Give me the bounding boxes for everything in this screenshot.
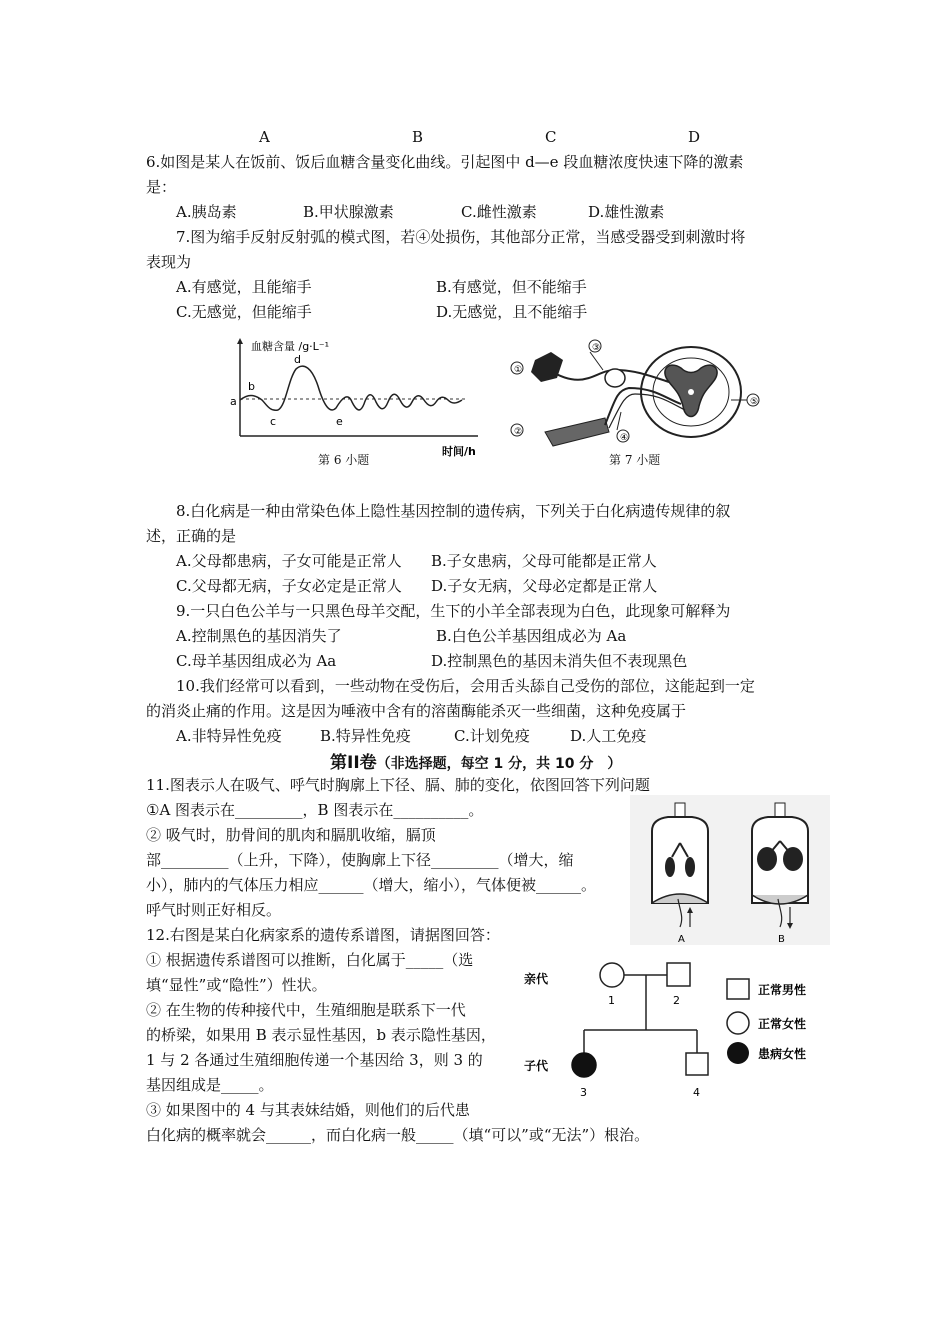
- point-d-label: d: [294, 353, 301, 366]
- q7-option-b: B.有感觉，但不能缩手: [436, 278, 587, 296]
- q8-stem-line1: 8.白化病是一种由常染色体上隐性基因控制的遗传病，下列关于白化病遗传规律的叙: [176, 502, 731, 520]
- legend-normal-female: 正常女性: [758, 1017, 807, 1031]
- point-b-label: b: [248, 380, 255, 393]
- q9-option-d: D.控制黑色的基因未消失但不表现黑色: [431, 652, 688, 670]
- q6-stem-line2: 是：: [146, 178, 177, 196]
- point-e-label: e: [336, 415, 343, 428]
- point-a-label: a: [230, 395, 237, 408]
- q11-part2-line3: 小），肺内的气体压力相应______（增大，缩小），气体便被______。: [146, 876, 597, 894]
- point-c-label: c: [270, 415, 277, 428]
- pedigree-id-4: 4: [693, 1086, 700, 1099]
- blood-sugar-figure: [226, 336, 496, 461]
- reflex-label-2: ②: [514, 427, 523, 437]
- legend-affected-female: 患病女性: [758, 1047, 807, 1061]
- legend-normal-male: 正常男性: [758, 983, 807, 997]
- q8-option-d: D.子女无病，父母必定都是正常人: [431, 577, 658, 595]
- q11-stem: 11.图表示人在吸气、呼气时胸廓上下径、膈、肺的变化，依图回答下列问题: [146, 776, 650, 794]
- q6-option-c: C.雌性激素: [461, 203, 537, 221]
- breathing-label-b: B: [778, 934, 785, 945]
- q6-option-d: D.雄性激素: [588, 203, 665, 221]
- top-label-d: D: [688, 128, 701, 146]
- pedigree-chart: [520, 955, 820, 1100]
- q9-stem: 9.一只白色公羊与一只黑色母羊交配，生下的小羊全部表现为白色，此现象可解释为: [176, 602, 731, 620]
- q7-stem-line1: 7.图为缩手反射反射弧的模式图，若④处损伤，其他部分正常，当感受器受到刺激时将: [176, 228, 746, 246]
- q12-part2-line2: 的桥梁，如果用 B 表示显性基因，b 表示隐性基因，: [146, 1026, 496, 1044]
- reflex-label-4: ④: [620, 433, 629, 443]
- blood-sugar-xlabel: 时间/h: [442, 445, 476, 458]
- breathing-label-a: A: [678, 934, 685, 945]
- q11-part1: ①A 图表示在_________，B 图表示在__________。: [146, 801, 484, 819]
- q9-option-c: C.母羊基因组成必为 Aa: [176, 652, 337, 670]
- reflex-label-3: ③: [592, 343, 601, 353]
- q12-part1-line1: ① 根据遗传系谱图可以推断，白化属于_____（选: [146, 951, 474, 969]
- q12-part3-line2: 白化病的概率就会______，而白化病一般_____（填“可以”或“无法”）根治。: [146, 1126, 650, 1144]
- blood-sugar-ylabel: 血糖含量 /g·L⁻¹: [251, 340, 330, 353]
- section-2-header: [330, 748, 621, 773]
- pedigree-gen2-label: 子代: [524, 1059, 549, 1073]
- q8-option-c: C.父母都无病，子女必定是正常人: [176, 577, 402, 595]
- q12-stem: 12.右图是某白化病家系的遗传系谱图，请据图回答：: [146, 926, 500, 944]
- fig6-caption: 第 6 小题: [318, 453, 370, 467]
- reflex-label-5: ⑤: [750, 397, 759, 407]
- q9-option-b: B.白色公羊基因组成必为 Aa: [436, 627, 627, 645]
- top-label-b: B: [412, 128, 424, 146]
- q6-option-a: A.胰岛素: [176, 203, 237, 221]
- q7-option-c: C.无感觉，但能缩手: [176, 303, 312, 321]
- section-2-title: 第II卷: [330, 753, 377, 773]
- top-label-c: C: [545, 128, 557, 146]
- q6-option-b: B.甲状腺激素: [303, 203, 394, 221]
- pedigree-gen1-label: 亲代: [524, 972, 549, 986]
- q10-stem-line2: 的消炎止痛的作用。这是因为唾液中含有的溶菌酶能杀灭一些细菌，这种免疫属于: [146, 702, 687, 720]
- q7-option-a: A.有感觉，且能缩手: [176, 278, 312, 296]
- q8-stem-line2: 述，正确的是: [146, 527, 237, 545]
- q7-option-d: D.无感觉，且不能缩手: [436, 303, 588, 321]
- section-2-note: （非选择题，每空 1 分，共 10 分 ）: [376, 756, 622, 772]
- q10-option-d: D.人工免疫: [570, 727, 647, 745]
- pedigree-id-1: 1: [608, 994, 615, 1007]
- q8-option-b: B.子女患病，父母可能都是正常人: [431, 552, 657, 570]
- breathing-model-figure: [630, 795, 830, 950]
- q12-part2-line3: 1 与 2 各通过生殖细胞传递一个基因给 3，则 3 的: [146, 1051, 483, 1069]
- q12-part3-line1: ③ 如果图中的 4 与其表妹结婚，则他们的后代患: [146, 1101, 470, 1119]
- q10-stem-line1: 10.我们经常可以看到，一些动物在受伤后，会用舌头舔自己受伤的部位，这能起到一定: [176, 677, 755, 695]
- fig7-caption: 第 7 小题: [609, 453, 661, 467]
- reflex-label-1: ①: [514, 365, 523, 375]
- top-label-a: A: [259, 128, 270, 146]
- pedigree-id-2: 2: [673, 994, 680, 1007]
- q11-part2-line1: ② 吸气时，肋骨间的肌肉和膈肌收缩，膈顶: [146, 826, 436, 844]
- q7-stem-line2: 表现为: [146, 253, 192, 271]
- q10-option-c: C.计划免疫: [454, 727, 530, 745]
- q11-part2-line4: 呼气时则正好相反。: [146, 901, 282, 919]
- pedigree-id-3: 3: [580, 1086, 587, 1099]
- reflex-arc-figure: [505, 330, 775, 455]
- q9-option-a: A.控制黑色的基因消失了: [176, 627, 342, 645]
- q11-part2-line2: 部_________（上升，下降），使胸廓上下径_________（增大，缩: [146, 851, 574, 869]
- q10-option-a: A.非特异性免疫: [176, 727, 282, 745]
- q12-part1-line2: 填“显性”或“隐性”）性状。: [146, 976, 327, 994]
- q8-option-a: A.父母都患病，子女可能是正常人: [176, 552, 402, 570]
- q12-part2-line1: ② 在生物的传种接代中，生殖细胞是联系下一代: [146, 1001, 466, 1019]
- q6-stem-line1: 6.如图是某人在饭前、饭后血糖含量变化曲线。引起图中 d—e 段血糖浓度快速下降的激素: [146, 153, 744, 171]
- q10-option-b: B.特异性免疫: [320, 727, 411, 745]
- q12-part2-line4: 基因组成是_____。: [146, 1076, 274, 1094]
